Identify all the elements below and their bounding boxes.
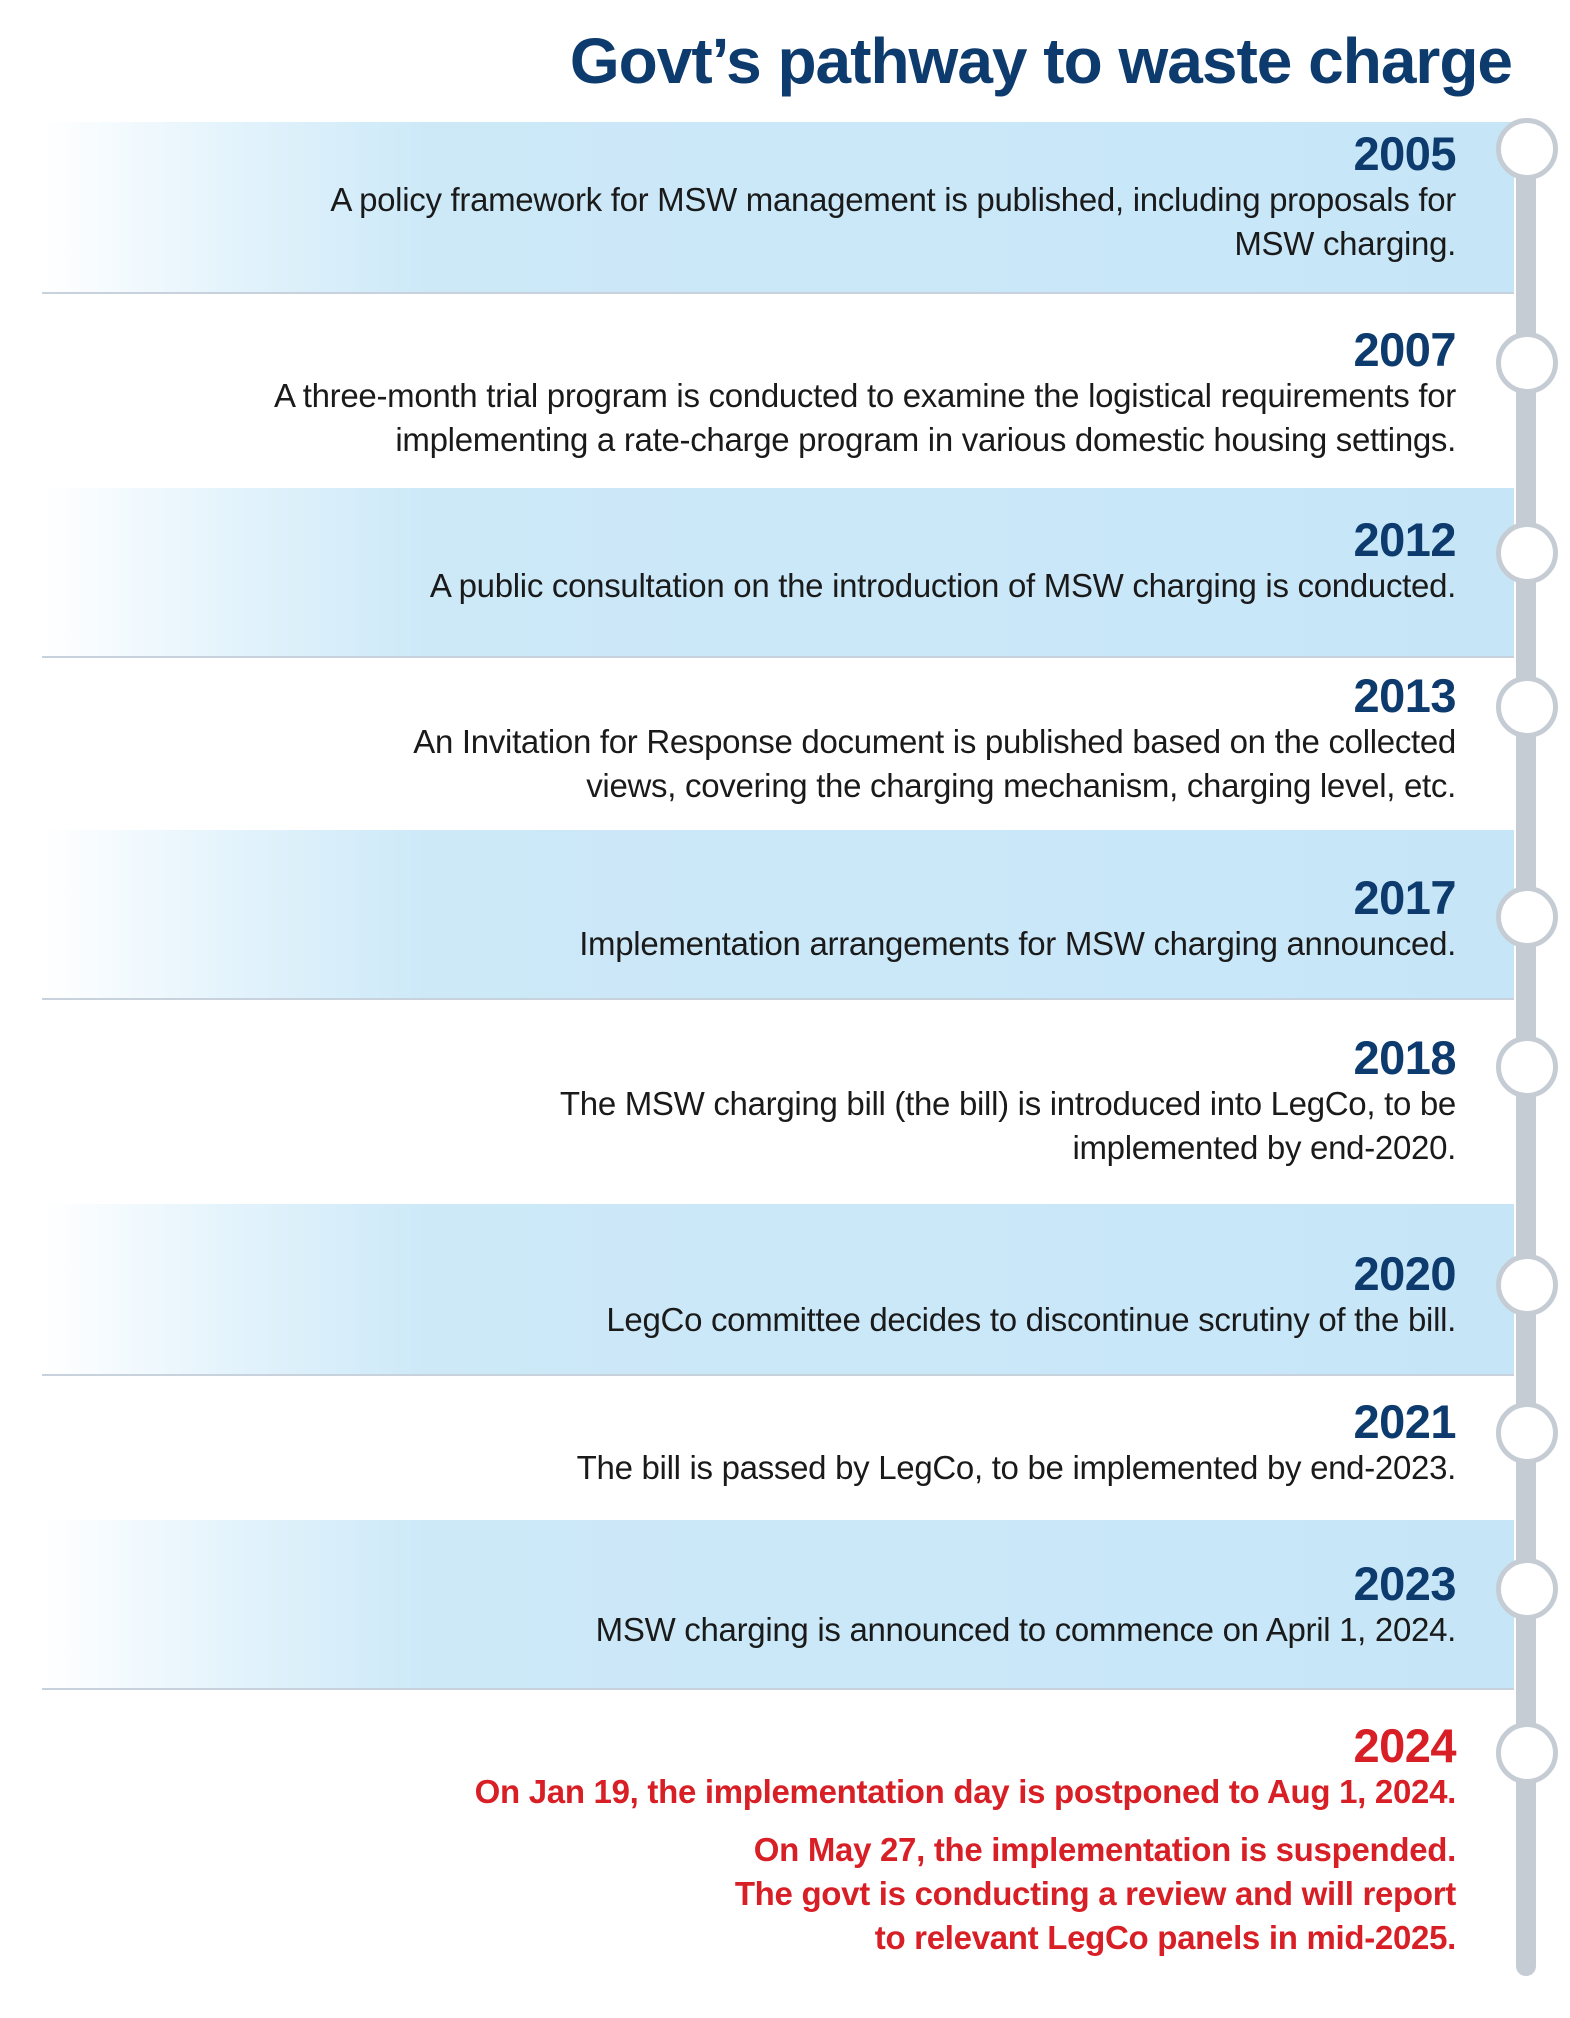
event-year: 2024 <box>1353 1719 1456 1772</box>
timeline-node-2012 <box>1496 522 1558 584</box>
event-description: The MSW charging bill (the bill) is introduced into LegCo, to be <box>559 1085 1456 1122</box>
event-description: The bill is passed by LegCo, to be implemented by end-2023. <box>576 1449 1456 1486</box>
event-2005 <box>330 127 1456 266</box>
event-description: A policy framework for MSW management is published, including proposals for <box>330 181 1456 218</box>
timeline-node-2023 <box>1496 1558 1558 1620</box>
event-year: 2012 <box>1353 513 1456 566</box>
event-description: LegCo committee decides to discontinue scrutiny of the bill. <box>606 1301 1456 1338</box>
event-description: implemented by end-2020. <box>1072 1129 1456 1166</box>
event-description: The govt is conducting a review and will report <box>734 1875 1456 1912</box>
timeline-node-2017 <box>1496 886 1558 948</box>
page-title: Govt’s pathway to waste charge <box>569 25 1512 97</box>
event-2021 <box>576 1395 1456 1490</box>
event-description: An Invitation for Response document is published based on the collected <box>413 723 1456 760</box>
event-description: On Jan 19, the implementation day is postponed to Aug 1, 2024. <box>474 1773 1456 1810</box>
event-2007 <box>273 323 1456 462</box>
timeline-node-2005 <box>1496 118 1558 180</box>
event-description: Implementation arrangements for MSW charging announced. <box>579 925 1456 962</box>
event-2024 <box>474 1719 1456 1960</box>
event-description: implementing a rate-charge program in various domestic housing settings. <box>395 421 1456 458</box>
timeline-node-2007 <box>1496 332 1558 394</box>
timeline-node-2013 <box>1496 676 1558 738</box>
event-year: 2007 <box>1353 323 1456 376</box>
event-description: MSW charging. <box>1234 225 1456 262</box>
event-year: 2013 <box>1353 669 1456 722</box>
event-description: views, covering the charging mechanism, charging level, etc. <box>586 767 1456 804</box>
event-2017 <box>579 871 1456 966</box>
event-year: 2018 <box>1353 1031 1456 1084</box>
event-year: 2020 <box>1353 1247 1456 1300</box>
event-year: 2021 <box>1353 1395 1456 1448</box>
timeline-node-2024 <box>1496 1722 1558 1784</box>
event-description: A public consultation on the introduction of MSW charging is conducted. <box>429 567 1456 604</box>
event-year: 2005 <box>1353 127 1456 180</box>
event-year: 2023 <box>1353 1557 1456 1610</box>
event-description: On May 27, the implementation is suspended. <box>753 1831 1456 1868</box>
timeline-node-2020 <box>1496 1254 1558 1316</box>
event-2018 <box>559 1031 1456 1170</box>
event-description: A three-month trial program is conducted to examine the logistical requirements for <box>273 377 1456 414</box>
event-2012 <box>429 513 1456 608</box>
event-description: to relevant LegCo panels in mid-2025. <box>874 1919 1456 1956</box>
timeline-node-2018 <box>1496 1036 1558 1098</box>
event-2023 <box>595 1557 1456 1652</box>
event-2013 <box>413 669 1456 808</box>
event-2020 <box>606 1247 1456 1342</box>
timeline-node-2021 <box>1496 1402 1558 1464</box>
event-year: 2017 <box>1353 871 1456 924</box>
event-description: MSW charging is announced to commence on April 1, 2024. <box>595 1611 1456 1648</box>
